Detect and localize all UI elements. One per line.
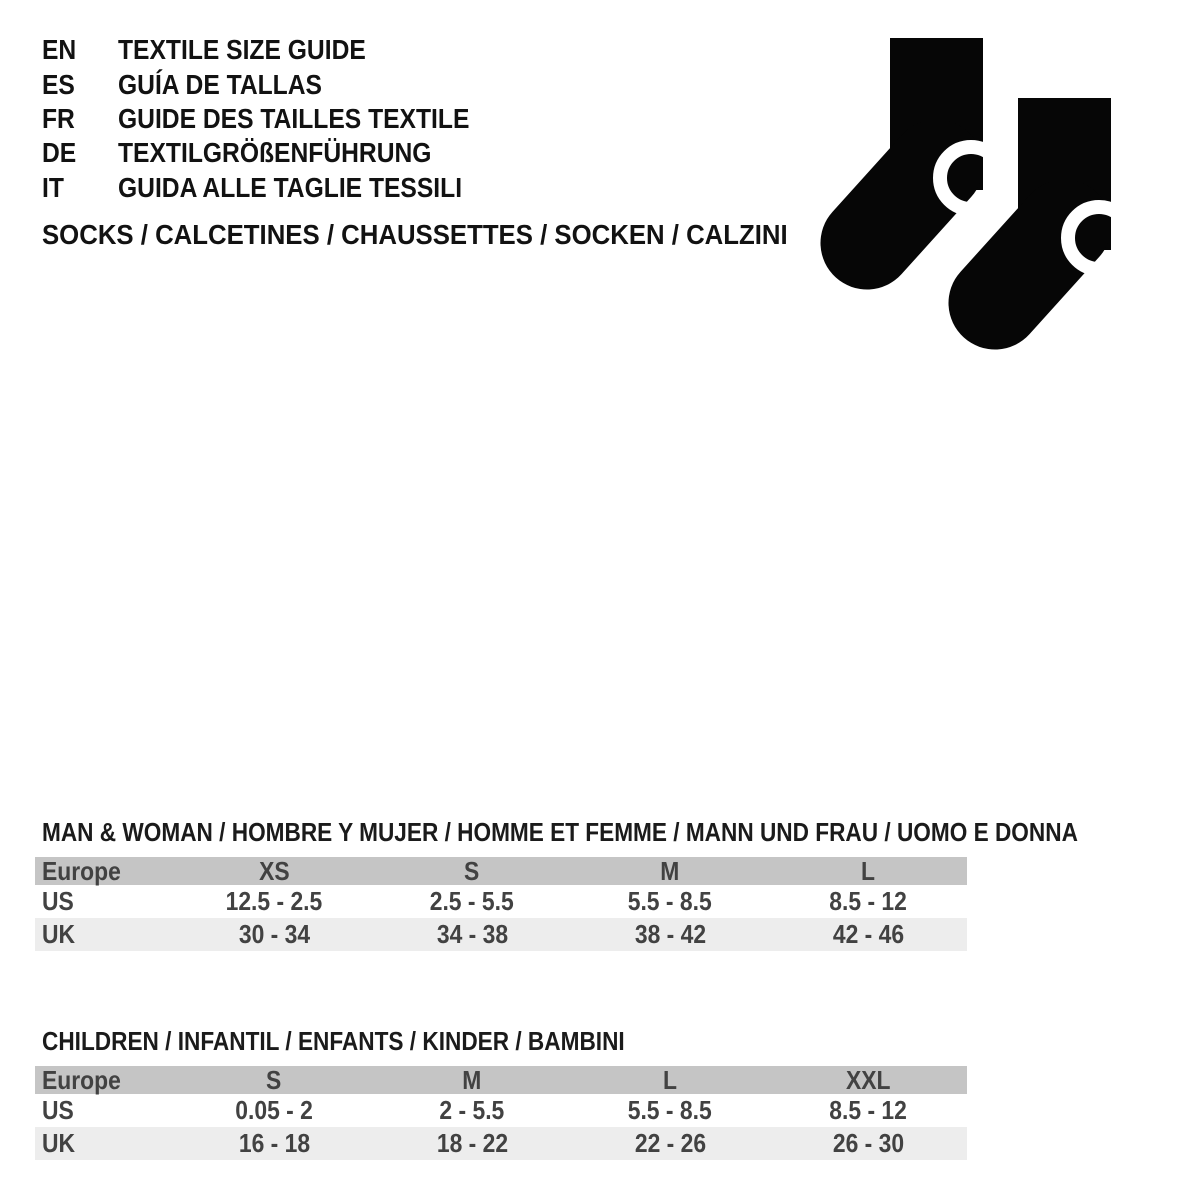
size-cell (571, 1127, 769, 1160)
column-header-label: M (462, 1064, 482, 1095)
column-header (571, 857, 769, 885)
column-header-label: M (660, 855, 680, 886)
size-cell-value: 22 - 26 (634, 1128, 706, 1158)
size-cell (373, 918, 571, 951)
column-header-label: S (464, 855, 480, 886)
size-table-children (35, 1066, 967, 1160)
size-cell-value: 18 - 22 (436, 1128, 508, 1158)
column-header (373, 857, 571, 885)
language-code: EN (42, 34, 77, 66)
table-header-row (35, 857, 967, 885)
size-cell (571, 1094, 769, 1127)
row-label-text: UK (42, 919, 76, 949)
column-header (175, 1066, 373, 1094)
size-cell (769, 1094, 967, 1127)
size-cell-value: 2.5 - 5.5 (430, 886, 514, 916)
table-row (35, 1094, 967, 1127)
column-header (35, 1066, 175, 1094)
language-row-it (42, 171, 517, 205)
row-label-text: US (42, 886, 74, 916)
size-cell-value: 16 - 18 (238, 1128, 310, 1158)
size-cell (373, 885, 571, 918)
column-header-label: Europe (42, 1064, 121, 1095)
column-header (769, 1066, 967, 1094)
table-header-row (35, 1066, 967, 1094)
language-code: IT (42, 171, 64, 203)
size-cell (175, 1094, 373, 1127)
language-row-es (42, 67, 517, 101)
size-cell (769, 885, 967, 918)
language-row-de (42, 136, 517, 170)
row-label (35, 1094, 175, 1127)
row-label-text: UK (42, 1128, 76, 1158)
column-header-label: S (266, 1064, 282, 1095)
column-header (769, 857, 967, 885)
socks-icon (810, 30, 1120, 355)
language-row-en (42, 33, 517, 67)
size-cell-value: 2 - 5.5 (439, 1095, 505, 1125)
size-cell-value: 30 - 34 (238, 919, 310, 949)
language-row-fr (42, 102, 517, 136)
language-label: GUIDE DES TAILLES TEXTILE (118, 102, 470, 134)
table-row (35, 918, 967, 951)
table-title-children: CHILDREN / INFANTIL / ENFANTS / KINDER / BAMBINI (42, 1026, 625, 1056)
column-header (571, 1066, 769, 1094)
language-code: FR (42, 102, 75, 134)
size-cell-value: 26 - 30 (832, 1128, 904, 1158)
column-header (35, 857, 175, 885)
language-list (42, 33, 517, 205)
language-label: GUÍA DE TALLAS (118, 68, 322, 100)
table-row (35, 885, 967, 918)
category-line: SOCKS / CALCETINES / CHAUSSETTES / SOCKEN / CALZINI (42, 219, 788, 250)
size-cell-value: 0.05 - 2 (235, 1095, 313, 1125)
row-label (35, 918, 175, 951)
column-header-label: XS (258, 855, 290, 886)
size-cell-value: 5.5 - 8.5 (628, 1095, 712, 1125)
row-label (35, 885, 175, 918)
size-cell (769, 918, 967, 951)
column-header-label: L (663, 1064, 677, 1095)
size-table-man-woman (35, 857, 967, 951)
size-cell-value: 8.5 - 12 (829, 1095, 907, 1125)
column-header-label: Europe (42, 855, 121, 886)
size-cell (175, 918, 373, 951)
language-label: TEXTILE SIZE GUIDE (118, 34, 366, 66)
language-label: GUIDA ALLE TAGLIE TESSILI (118, 171, 463, 203)
table-row (35, 1127, 967, 1160)
size-cell (373, 1094, 571, 1127)
size-cell (373, 1127, 571, 1160)
size-cell-value: 8.5 - 12 (829, 886, 907, 916)
row-label-text: US (42, 1095, 74, 1125)
column-header-label: XXL (845, 1064, 891, 1095)
size-cell (175, 885, 373, 918)
size-cell (769, 1127, 967, 1160)
size-cell (571, 885, 769, 918)
column-header (175, 857, 373, 885)
size-cell-value: 34 - 38 (436, 919, 508, 949)
language-code: ES (42, 68, 75, 100)
size-cell (571, 918, 769, 951)
size-cell-value: 5.5 - 8.5 (628, 886, 712, 916)
column-header (373, 1066, 571, 1094)
column-header-label: L (861, 855, 875, 886)
size-cell (175, 1127, 373, 1160)
size-cell-value: 42 - 46 (832, 919, 904, 949)
table-title-man-woman: MAN & WOMAN / HOMBRE Y MUJER / HOMME ET FEMME / MANN UND FRAU / UOMO E DONNA (42, 817, 1078, 847)
language-code: DE (42, 137, 77, 169)
row-label (35, 1127, 175, 1160)
size-cell-value: 12.5 - 2.5 (225, 886, 323, 916)
language-label: TEXTILGRÖßENFÜHRUNG (118, 137, 432, 169)
size-cell-value: 38 - 42 (634, 919, 706, 949)
